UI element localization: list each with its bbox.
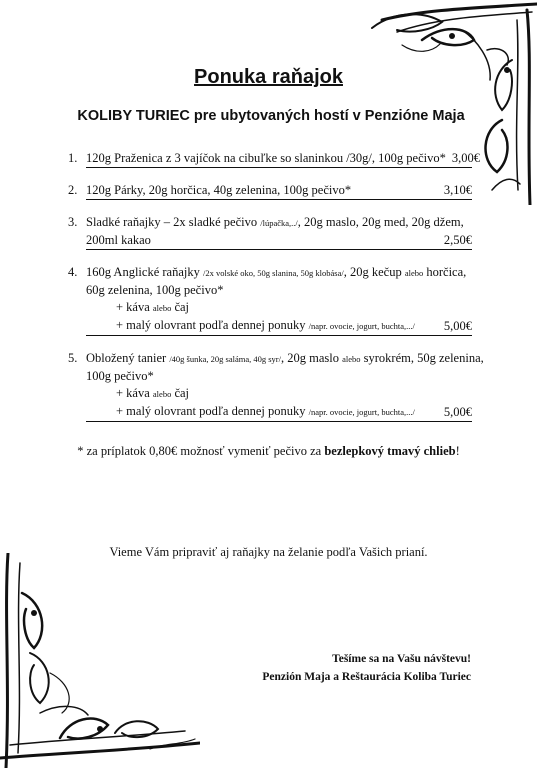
item-price: 3,10€	[443, 183, 472, 197]
gluten-free-note: * za príplatok 0,80€ možnosť vymeniť pečivo za bezlepkový tmavý chlieb!	[77, 444, 460, 458]
item-price: 5,00€	[443, 405, 472, 419]
signoff	[262, 650, 471, 686]
item-description-cont: 100g pečivo*	[86, 369, 154, 383]
item-number: 4.	[68, 265, 78, 279]
breakfast-menu	[68, 150, 484, 436]
page-subtitle: KOLIBY TURIEC pre ubytovaných hostí v Penzióne Maja	[77, 108, 465, 124]
custom-order-note: Vieme Vám pripraviť aj raňajky na želanie podľa Vašich prianí.	[109, 545, 428, 559]
item-description: 160g Anglické raňajky /2x volské oko, 50g slanina, 50g klobása/, 20g kečup alebo horčica,	[86, 265, 467, 279]
item-number: 2.	[68, 183, 78, 197]
menu-item	[68, 350, 484, 422]
signoff-greeting: Tešíme sa na Vašu návštevu!	[332, 653, 471, 665]
menu-item	[68, 150, 480, 168]
item-addon: + káva alebo čaj	[116, 386, 190, 400]
menu-item	[68, 182, 472, 200]
item-number: 5.	[68, 351, 78, 365]
item-description-cont: 60g zelenina, 100g pečivo*	[86, 283, 224, 297]
item-price: 3,00€	[451, 151, 480, 165]
signoff-business: Penzión Maja a Reštaurácia Koliba Turiec	[262, 671, 471, 683]
flourish-ornament-icon	[0, 553, 200, 768]
item-description-cont: 200ml kakao	[86, 233, 151, 247]
item-number: 1.	[68, 151, 78, 165]
item-price: 5,00€	[443, 319, 472, 333]
menu-item	[68, 264, 472, 336]
item-description: Obložený tanier /40g šunka, 20g saláma, 40g syr/, 20g maslo alebo syrokrém, 50g zelenina,	[86, 351, 484, 365]
item-description: 120g Párky, 20g horčica, 40g zelenina, 100g pečivo*	[86, 183, 352, 197]
page-title: Ponuka raňajok	[194, 66, 343, 88]
menu-item	[68, 214, 472, 250]
item-description: Sladké raňajky – 2x sladké pečivo /lúpačka,../, 20g maslo, 20g med, 20g džem,	[86, 215, 464, 229]
item-price: 2,50€	[443, 233, 472, 247]
item-number: 3.	[68, 215, 78, 229]
item-addon: + malý olovrant podľa dennej ponuky /napr. ovocie, jogurt, buchta,.../	[116, 318, 415, 332]
item-addon: + malý olovrant podľa dennej ponuky /napr. ovocie, jogurt, buchta,.../	[116, 404, 415, 418]
item-addon: + káva alebo čaj	[116, 300, 190, 314]
item-description: 120g Praženica z 3 vajíčok na cibuľke so slaninkou /30g/, 100g pečivo*	[86, 151, 446, 165]
